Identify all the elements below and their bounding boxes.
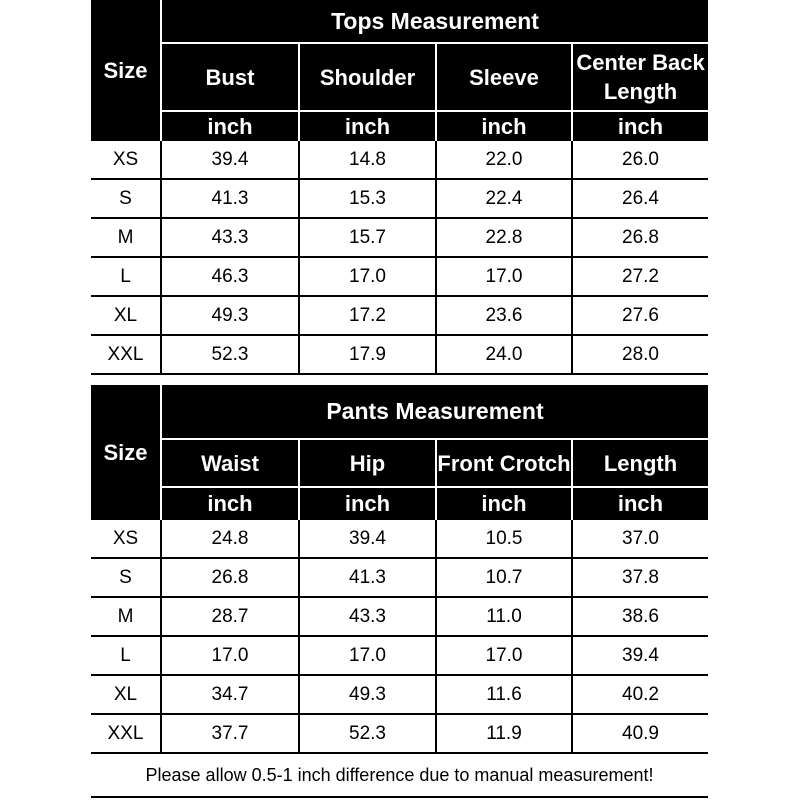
table-row <box>91 520 708 558</box>
table-row <box>91 335 708 374</box>
table-row <box>91 218 708 257</box>
measurement-cell: 15.7 <box>299 218 436 257</box>
size-cell: M <box>91 218 161 257</box>
measurement-cell: 41.3 <box>161 179 299 218</box>
column-header-center-back-length: Center Back Length <box>572 43 708 111</box>
size-cell: XL <box>91 675 161 714</box>
measurement-cell: 10.7 <box>436 558 572 597</box>
measurement-cell: 39.4 <box>161 141 299 179</box>
column-header-waist: Waist <box>161 439 299 487</box>
measurement-cell: 22.8 <box>436 218 572 257</box>
pants-measurement-table <box>91 385 708 754</box>
size-header: Size <box>91 385 161 520</box>
measurement-cell: 22.4 <box>436 179 572 218</box>
tops-measurement-table <box>91 0 708 375</box>
table-row <box>91 714 708 753</box>
table-row <box>91 141 708 179</box>
measurement-cell: 28.0 <box>572 335 708 374</box>
table-row <box>91 558 708 597</box>
measurement-cell: 10.5 <box>436 520 572 558</box>
column-header-sleeve: Sleeve <box>436 43 572 111</box>
measurement-cell: 40.9 <box>572 714 708 753</box>
measurement-cell: 26.4 <box>572 179 708 218</box>
measurement-cell: 22.0 <box>436 141 572 179</box>
column-header-length: Length <box>572 439 708 487</box>
unit-label: inch <box>161 111 299 141</box>
measurement-cell: 37.0 <box>572 520 708 558</box>
table-row <box>91 257 708 296</box>
table-row <box>91 636 708 675</box>
measurement-cell: 24.0 <box>436 335 572 374</box>
tops-title: Tops Measurement <box>161 0 708 43</box>
measurement-cell: 43.3 <box>299 597 436 636</box>
size-cell: L <box>91 257 161 296</box>
measurement-cell: 24.8 <box>161 520 299 558</box>
size-cell: XS <box>91 141 161 179</box>
measurement-cell: 17.2 <box>299 296 436 335</box>
measurement-cell: 17.0 <box>161 636 299 675</box>
measurement-cell: 49.3 <box>299 675 436 714</box>
measurement-cell: 11.0 <box>436 597 572 636</box>
measurement-cell: 46.3 <box>161 257 299 296</box>
measurement-cell: 40.2 <box>572 675 708 714</box>
size-cell: L <box>91 636 161 675</box>
measurement-cell: 38.6 <box>572 597 708 636</box>
table-row <box>91 597 708 636</box>
unit-label: inch <box>299 111 436 141</box>
measurement-cell: 52.3 <box>299 714 436 753</box>
measurement-cell: 41.3 <box>299 558 436 597</box>
measurement-cell: 27.2 <box>572 257 708 296</box>
size-cell: XXL <box>91 714 161 753</box>
measurement-cell: 26.8 <box>572 218 708 257</box>
measurement-cell: 17.0 <box>436 257 572 296</box>
column-header-bust: Bust <box>161 43 299 111</box>
measurement-cell: 17.0 <box>299 636 436 675</box>
measurement-cell: 26.0 <box>572 141 708 179</box>
size-header: Size <box>91 0 161 141</box>
measurement-cell: 26.8 <box>161 558 299 597</box>
unit-label: inch <box>161 487 299 520</box>
measurement-cell: 39.4 <box>572 636 708 675</box>
measurement-cell: 37.7 <box>161 714 299 753</box>
measurement-cell: 37.8 <box>572 558 708 597</box>
size-cell: XXL <box>91 335 161 374</box>
unit-label: inch <box>436 487 572 520</box>
measurement-cell: 17.9 <box>299 335 436 374</box>
unit-label: inch <box>299 487 436 520</box>
table-row <box>91 675 708 714</box>
measurement-cell: 15.3 <box>299 179 436 218</box>
measurement-note: Please allow 0.5-1 inch difference due to manual measurement! <box>91 762 708 798</box>
measurement-cell: 23.6 <box>436 296 572 335</box>
table-row <box>91 296 708 335</box>
size-cell: XS <box>91 520 161 558</box>
measurement-cell: 17.0 <box>436 636 572 675</box>
table-row <box>91 179 708 218</box>
measurement-cell: 14.8 <box>299 141 436 179</box>
measurement-cell: 11.6 <box>436 675 572 714</box>
measurement-cell: 34.7 <box>161 675 299 714</box>
column-header-shoulder: Shoulder <box>299 43 436 111</box>
measurement-cell: 52.3 <box>161 335 299 374</box>
measurement-cell: 28.7 <box>161 597 299 636</box>
size-cell: M <box>91 597 161 636</box>
unit-label: inch <box>572 487 708 520</box>
measurement-cell: 49.3 <box>161 296 299 335</box>
size-cell: XL <box>91 296 161 335</box>
measurement-cell: 17.0 <box>299 257 436 296</box>
measurement-cell: 39.4 <box>299 520 436 558</box>
size-cell: S <box>91 558 161 597</box>
measurement-cell: 43.3 <box>161 218 299 257</box>
measurement-cell: 27.6 <box>572 296 708 335</box>
column-header-hip: Hip <box>299 439 436 487</box>
size-cell: S <box>91 179 161 218</box>
column-header-front-crotch: Front Crotch <box>436 439 572 487</box>
unit-label: inch <box>436 111 572 141</box>
measurement-cell: 11.9 <box>436 714 572 753</box>
pants-title: Pants Measurement <box>161 385 708 439</box>
unit-label: inch <box>572 111 708 141</box>
